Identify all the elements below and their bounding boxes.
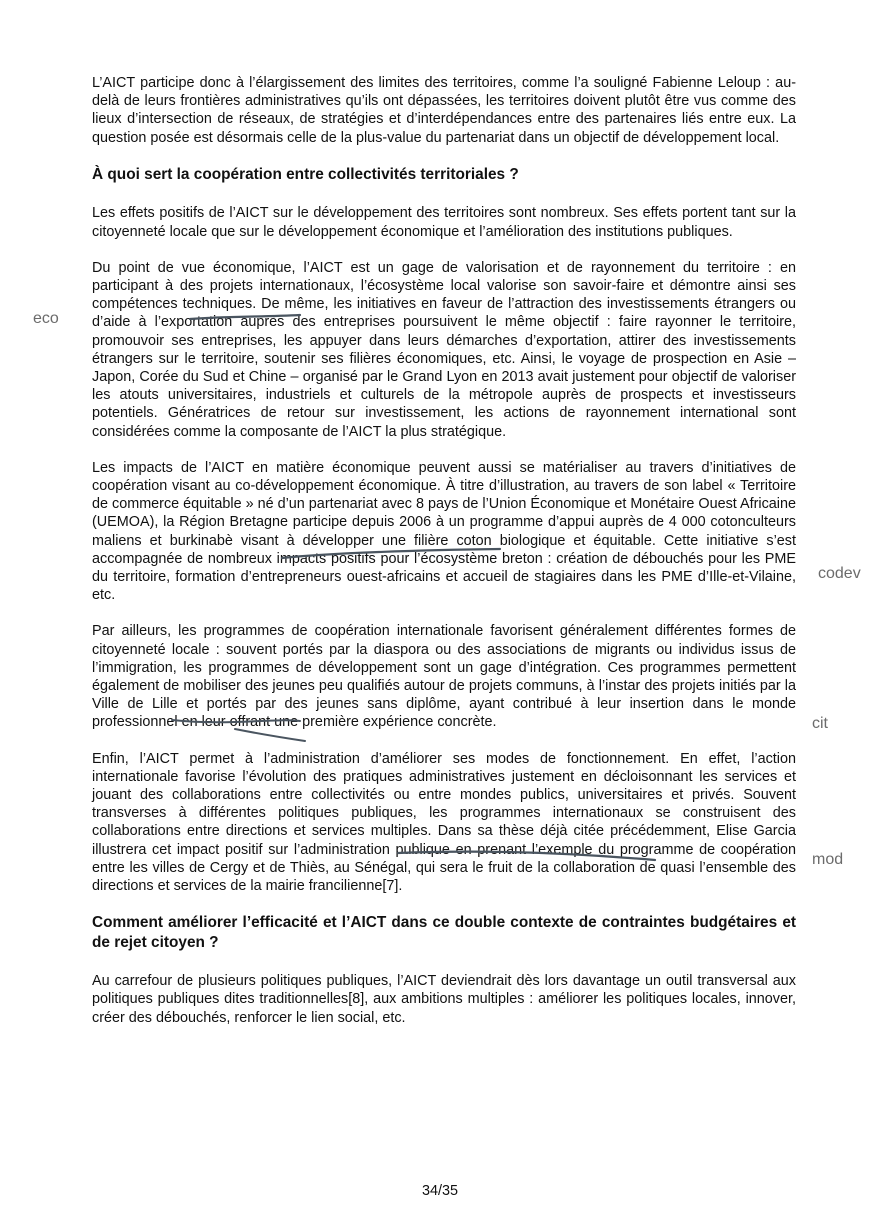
margin-note-cit: cit [812,715,828,732]
paragraph-effects: Les effets positifs de l’AICT sur le développement des territoires sont nombreux. Ses effets portent tant sur la citoyenneté locale que sur le développement économique et l’amélioration des institutions publiques. [92,205,796,240]
paragraph-modes: Enfin, l’AICT permet à l’administration d’améliorer ses modes de fonctionnement. En effet, l’action internationale favorise l’évolution des pratiques administratives justement en décloisonnant les services et jouant des collaborations entre collectivités ou entre mondes publics, universitaires et privés. Souvent transverses à différentes politiques publiques, les programmes internationaux se construisent des collaborations entre directions et services multiples. Dans sa thèse déjà citée précédemment, Elise Garcia illustrera cet impact positif sur l’administration publique en prenant l’exemple du programme de coopération entre les villes de Cergy et de Thiès, au Sénégal, qui sera le fruit de la collaboration de quasi l’ensemble des directions et services de la mairie francilienne[7]. [92,750,796,895]
paragraph-final: Au carrefour de plusieurs politiques publiques, l’AICT deviendrait dès lors davantage un outil transversal aux politiques publiques dites traditionnelles[8], aux ambitions multiples : améliorer les politiques locales, innover, créer des débouchés, renforcer le lien social, etc. [92,973,796,1026]
paragraph-codevelopment: Les impacts de l’AICT en matière économique peuvent aussi se matérialiser au travers d’initiatives de coopération visant au co-développement économique. À titre d’illustration, au travers de son label « Territoire de commerce équitable » né d’un partenariat avec 8 pays de l’Union Économique et Monétaire Ouest Africaine (UEMOA), la Région Bretagne participe depuis 2006 à un programme d’appui auprès de 4 000 cotonculteurs maliens et burkinabè visant à développer une filière coton biologique et équitable. Cette initiative s’est accompagnée de nombreux impacts positifs pour l’écosystème breton : création de débouchés pour les PME du territoire, formation d’entrepreneurs ouest-africains et accueil de stagiaires dans les PME d’Ille-et-Vilaine, etc. [92,459,796,604]
paragraph-citizenship: Par ailleurs, les programmes de coopération internationale favorisent généralement différentes formes de citoyenneté locale : souvent portés par la diaspora ou des associations de migrants ou individus issus de l’immigration, les programmes de développement sont un gage d’intégration. Ces programmes permettent également de mobiliser des jeunes peu qualifiés autour de projets communs, à l’instar des projets initiés par la Ville de Lille et portés par des jeunes sans diplôme, ayant contribué à leur insertion dans le monde professionnel en leur offrant une première expérience concrète. [92,623,796,731]
margin-note-codev: codev [818,565,861,582]
paragraph-economic: Du point de vue économique, l’AICT est un gage de valorisation et de rayonnement du territoire : en participant à des projets internationaux, l’écosystème local valorise son savoir-faire et démontre ainsi ses compétences techniques. De même, les initiatives en faveur de l’attraction des investissements étrangers ou d’aide à l’exportation auprès des entreprises poursuivent le même objectif : faire rayonner le territoire, promouvoir ses entreprises, les appuyer dans leurs démarches d’exportation, attirer des investissements étrangers sur le territoire, soutenir ses filières économiques, etc. Ainsi, le voyage de prospection en Asie – Japon, Corée du Sud et Chine – organisé par le Grand Lyon en 2013 avait justement pour objectif de valoriser les atouts universitaires, industriels et culturels de la métropole auprès de prospects et investisseurs potentiels. Génératrices de retour sur investissement, les actions de rayonnement international sont considérées comme la composante de l’AICT la plus stratégique. [92,259,796,440]
heading-cooperation: À quoi sert la coopération entre collectivités territoriales ? [92,165,519,183]
margin-note-mod: mod [812,851,844,868]
paragraph-intro: L’AICT participe donc à l’élargissement des limites des territoires, comme l’a souligné Fabienne Leloup : au-delà de leurs frontières administratives qu’ils ont dépassées, les territoires doivent plutôt être vus comme des lieux d’intersection de réseaux, de stratégies et d’interdépendances entre des partenaires liés entre eux. La question posée est désormais celle de la plus-value du partenariat dans un objectif de développement local. [92,75,796,146]
margin-note-eco: eco [33,310,59,327]
heading-efficiency: Comment améliorer l’efficacité et l’AICT dans ce double contexte de contraintes budgétaires et de rejet citoyen ? [92,914,796,951]
page-number: 34/35 [421,1183,458,1199]
document-body [92,74,796,1045]
